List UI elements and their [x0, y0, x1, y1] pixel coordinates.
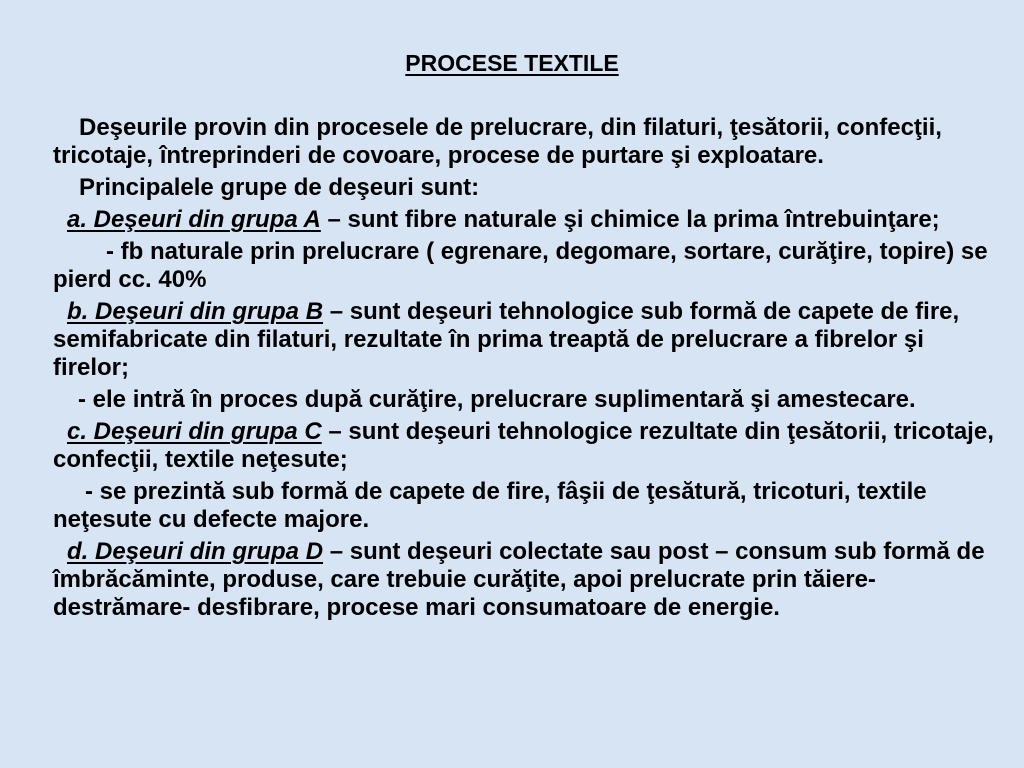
group-b-detail: - ele intră în proces după curăţire, prelucrare suplimentară şi amestecare.	[78, 386, 916, 413]
group-c-detail: - se prezintă sub formă de capete de fire, fâşii de ţesătură, tricoturi, textile neţesute cu defecte majore.	[53, 478, 927, 533]
slide-body	[53, 114, 1003, 626]
group-b-label: b. Deşeuri din grupa B	[67, 298, 324, 325]
group-b-paragraph	[53, 298, 1003, 382]
group-a-paragraph	[53, 206, 1003, 234]
group-b-text: – sunt deşeuri tehnologice sub formă de capete de fire, semifabricate din filaturi, rezultate în prima treaptă de prelucrare a fibrelor şi firelor;	[53, 298, 960, 381]
slide-title	[0, 49, 1024, 77]
groups-intro: Principalele grupe de deşeuri sunt:	[79, 174, 480, 201]
intro-paragraph: Deşeurile provin din procesele de prelucrare, din filaturi, ţesătorii, confecţii, tricotaje, întreprinderi de covoare, procese de purtare şi exploatare.	[53, 114, 942, 169]
group-a-text: – sunt fibre naturale şi chimice la prima întrebuinţare;	[320, 206, 940, 233]
group-d-text: – sunt deşeuri colectate sau post – consum sub formă de îmbrăcăminte, produse, care trebuie curăţite, apoi prelucrate prin tăiere-destrămare- desfibrare, procese mari consumatoare de energie.	[53, 538, 985, 621]
group-a-detail: - fb naturale prin prelucrare ( egrenare, degomare, sortare, curăţire, topire) se pierd cc. 40%	[53, 238, 988, 293]
slide-title-text: PROCESE TEXTILE	[405, 50, 619, 76]
group-a-label: a. Deşeuri din grupa A	[67, 206, 321, 233]
group-c-text: – sunt deşeuri tehnologice rezultate din ţesătorii, tricotaje, confecţii, textile neţesute;	[53, 418, 994, 473]
group-c-label: c. Deşeuri din grupa C	[67, 418, 322, 445]
group-d-label: d. Deşeuri din grupa D	[67, 538, 324, 565]
group-d-paragraph	[53, 538, 1003, 622]
group-c-paragraph	[53, 418, 1003, 474]
